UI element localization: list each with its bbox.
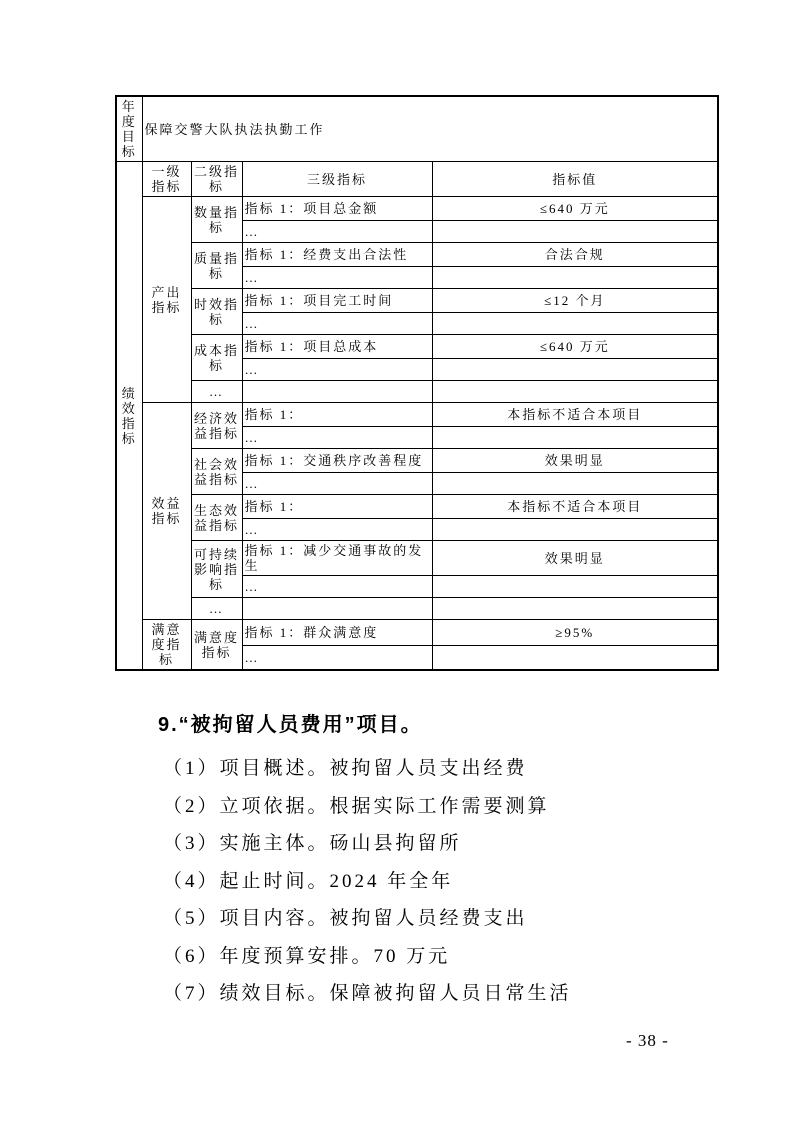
table-row <box>116 403 718 427</box>
value-cell: 效果明显 <box>432 541 718 576</box>
header-level3-cell: 三级指标 <box>242 162 432 197</box>
indicator-cell: 指标 1：经费支出合法性 <box>242 243 432 267</box>
more-cell: … <box>242 221 432 243</box>
level2-cell: 成本指标 <box>191 335 242 381</box>
empty-cell <box>432 359 718 381</box>
project-item-2: （2）立项依据。根据实际工作需要测算 <box>163 795 550 817</box>
indicator-cell: 指标 1：项目总金额 <box>242 197 432 221</box>
value-cell: 效果明显 <box>432 449 718 473</box>
empty-cell <box>432 646 718 670</box>
empty-cell <box>432 381 718 403</box>
level2-cell: 时效指标 <box>191 289 242 335</box>
indicator-cell: 指标 1：交通秩序改善程度 <box>242 449 432 473</box>
project-item-5: （5）项目内容。被拘留人员经费支出 <box>163 908 528 930</box>
table-row <box>116 243 718 267</box>
table-row <box>116 335 718 359</box>
level2-cell: 数量指标 <box>191 197 242 243</box>
annual-goal-row <box>116 96 718 162</box>
group-more-row <box>116 381 718 403</box>
level1-cell: 效益指标 <box>142 403 191 620</box>
value-cell: 合法合规 <box>432 243 718 267</box>
group-more-row <box>116 598 718 620</box>
annual-goal-label-cell: 年度目标 <box>116 96 142 162</box>
section-heading: 9.“被拘留人员费用”项目。 <box>158 714 423 736</box>
project-item-4: （4）起止时间。2024 年全年 <box>163 870 454 892</box>
level2-cell: 满意度指标 <box>191 620 242 671</box>
perf-indicator-label-cell: 绩效指标 <box>116 162 142 671</box>
more-cell: … <box>191 381 242 403</box>
header-row <box>116 162 718 197</box>
more-cell: … <box>242 576 432 598</box>
more-cell: … <box>242 427 432 449</box>
header-level2-cell: 二级指标 <box>191 162 242 197</box>
value-cell: 本指标不适合本项目 <box>432 403 718 427</box>
table-row <box>116 620 718 646</box>
project-item-7: （7）绩效目标。保障被拘留人员日常生活 <box>163 983 572 1005</box>
level1-cell: 产出指标 <box>142 197 191 403</box>
project-section <box>115 712 717 1011</box>
empty-cell <box>432 473 718 495</box>
empty-cell <box>242 598 432 620</box>
header-value-cell: 指标值 <box>432 162 718 197</box>
empty-cell <box>432 313 718 335</box>
empty-cell <box>432 267 718 289</box>
indicator-cell: 指标 1：减少交通事故的发生 <box>242 541 432 576</box>
project-item-6: （6）年度预算安排。70 万元 <box>163 945 451 967</box>
performance-indicator-table <box>115 95 719 671</box>
annual-goal-value-cell: 保障交警大队执法执勤工作 <box>142 96 718 162</box>
empty-cell <box>432 598 718 620</box>
indicator-cell: 指标 1：项目总成本 <box>242 335 432 359</box>
more-cell: … <box>242 313 432 335</box>
value-cell: ≤640 万元 <box>432 197 718 221</box>
value-cell: ≥95% <box>432 620 718 646</box>
value-cell: ≤640 万元 <box>432 335 718 359</box>
header-level1-cell: 一级指标 <box>142 162 191 197</box>
section-items <box>115 748 717 1011</box>
project-item-1: （1）项目概述。被拘留人员支出经费 <box>163 758 528 780</box>
empty-cell <box>432 519 718 541</box>
empty-cell <box>242 381 432 403</box>
page-number: - 38 - <box>626 1031 669 1050</box>
level1-cell: 满意度指标 <box>142 620 191 671</box>
empty-cell <box>432 576 718 598</box>
level2-cell: 可持续影响指标 <box>191 541 242 598</box>
level2-cell: 质量指标 <box>191 243 242 289</box>
level2-cell: 生态效益指标 <box>191 495 242 541</box>
more-cell: … <box>242 267 432 289</box>
table-row <box>116 289 718 313</box>
table-row <box>116 449 718 473</box>
indicator-cell: 指标 1： <box>242 495 432 519</box>
indicator-cell: 指标 1： <box>242 403 432 427</box>
level2-cell: 社会效益指标 <box>191 449 242 495</box>
value-cell: 本指标不适合本项目 <box>432 495 718 519</box>
more-cell: … <box>242 473 432 495</box>
more-cell: … <box>242 519 432 541</box>
empty-cell <box>432 427 718 449</box>
project-item-3: （3）实施主体。砀山县拘留所 <box>163 833 462 855</box>
table-row <box>116 197 718 221</box>
table-row <box>116 495 718 519</box>
indicator-cell: 指标 1：群众满意度 <box>242 620 432 646</box>
indicator-cell: 指标 1：项目完工时间 <box>242 289 432 313</box>
more-cell: … <box>242 359 432 381</box>
more-cell: … <box>242 646 432 670</box>
level2-cell: 经济效益指标 <box>191 403 242 449</box>
table-row <box>116 541 718 576</box>
more-cell: … <box>191 598 242 620</box>
empty-cell <box>432 221 718 243</box>
value-cell: ≤12 个月 <box>432 289 718 313</box>
